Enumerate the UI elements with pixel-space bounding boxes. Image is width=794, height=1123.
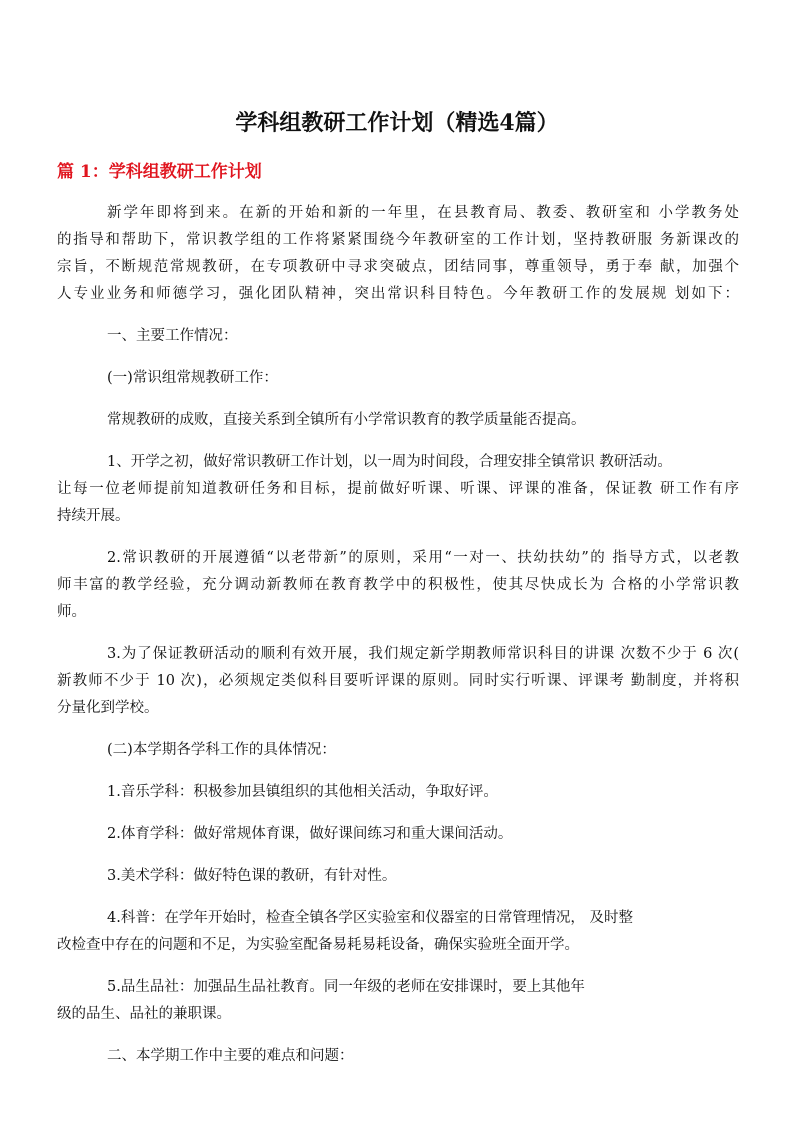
paragraph-line: 人专业业务和师德学习，强化团队精神，突出常识科目特色。今年教研工作的发展规 划如下： <box>57 286 739 302</box>
paragraph-line: 新教师不少于 10 次)，必须规定类似科目要听评课的原则。同时实行听课、评课考 勤制度，并将积 <box>57 673 739 689</box>
paragraph <box>57 737 739 764</box>
paragraph <box>57 974 739 1028</box>
paragraph-line: (二)本学期各学科工作的具体情况： <box>107 742 336 758</box>
paragraph-line: 师丰富的教学经验，充分调动新教师在教育教学中的积极性，使其尽快成长为 合格的小学常识教 <box>57 577 739 593</box>
paragraph-line: 改检查中存在的问题和不足，为实验室配备易耗易耗设备，确保实验班全面开学。 <box>57 937 579 953</box>
paragraph <box>57 407 739 434</box>
paragraph-line: 常规教研的成败，直接关系到全镇所有小学常识教育的教学质量能否提高。 <box>107 412 586 428</box>
paragraph-line: 3.为了保证教研活动的顺利有效开展，我们规定新学期教师常识科目的讲课 次数不少于 6 次( <box>107 646 739 662</box>
paragraph-line: 新学年即将到来。在新的开始和新的一年里，在县教育局、教委、教研室和 小学教务处 <box>107 205 739 221</box>
section-heading: 篇 1：学科组教研工作计划 <box>57 162 262 182</box>
paragraph-line: 的指导和帮助下，常识教学组的工作将紧紧围绕今年教研室的工作计划，坚持教研服 务新课改的 <box>57 232 739 248</box>
paragraph-line: 让每一位老师提前知道教研任务和目标，提前做好听课、听课、评课的准备，保证教 研工作有序 <box>57 481 739 497</box>
paragraph <box>57 821 739 848</box>
paragraph <box>57 365 739 392</box>
paragraph-line: 持续开展。 <box>57 508 130 524</box>
paragraph-line: 一、主要工作情况： <box>107 328 238 344</box>
paragraph-line: (一)常识组常规教研工作： <box>107 370 278 386</box>
document-title: 学科组教研工作计划（精选4篇） <box>235 110 559 136</box>
document-body <box>57 200 739 1085</box>
paragraph-line: 3.美术学科：做好特色课的教研，有针对性。 <box>107 868 397 884</box>
paragraph <box>57 449 739 530</box>
paragraph-line: 2.常识教研的开展遵循“以老带新”的原则，采用“一对一、扶幼扶幼”的 指导方式，以老教 <box>107 550 739 566</box>
paragraph-line: 5.品生品社：加强品生品社教育。同一年级的老师在安排课时，要上其他年 <box>107 979 585 995</box>
paragraph <box>57 545 739 626</box>
paragraph-line: 1、开学之初，做好常识教研工作计划，以一周为时间段，合理安排全镇常识 教研活动。 <box>107 454 672 470</box>
paragraph-line: 级的品生、品社的兼职课。 <box>57 1006 231 1022</box>
paragraph <box>57 1043 739 1070</box>
paragraph <box>57 641 739 722</box>
paragraph-line: 宗旨，不断规范常规教研，在专项教研中寻求突破点，团结同事，尊重领导，勇于奉 献，加强个 <box>57 259 739 275</box>
paragraph <box>57 863 739 890</box>
paragraph-line: 4.科普：在学年开始时，检查全镇各学区实验室和仪器室的日常管理情况， 及时整 <box>107 910 633 926</box>
paragraph <box>57 779 739 806</box>
paragraph-line: 二、本学期工作中主要的难点和问题： <box>107 1048 354 1064</box>
paragraph-line: 1.音乐学科：积极参加县镇组织的其他相关活动，争取好评。 <box>107 784 498 800</box>
paragraph <box>57 905 739 959</box>
paragraph-line: 师。 <box>57 604 86 620</box>
paragraph-line: 2.体育学科：做好常规体育课，做好课间练习和重大课间活动。 <box>107 826 513 842</box>
paragraph-line: 分量化到学校。 <box>57 700 159 716</box>
paragraph <box>57 200 739 308</box>
paragraph <box>57 323 739 350</box>
